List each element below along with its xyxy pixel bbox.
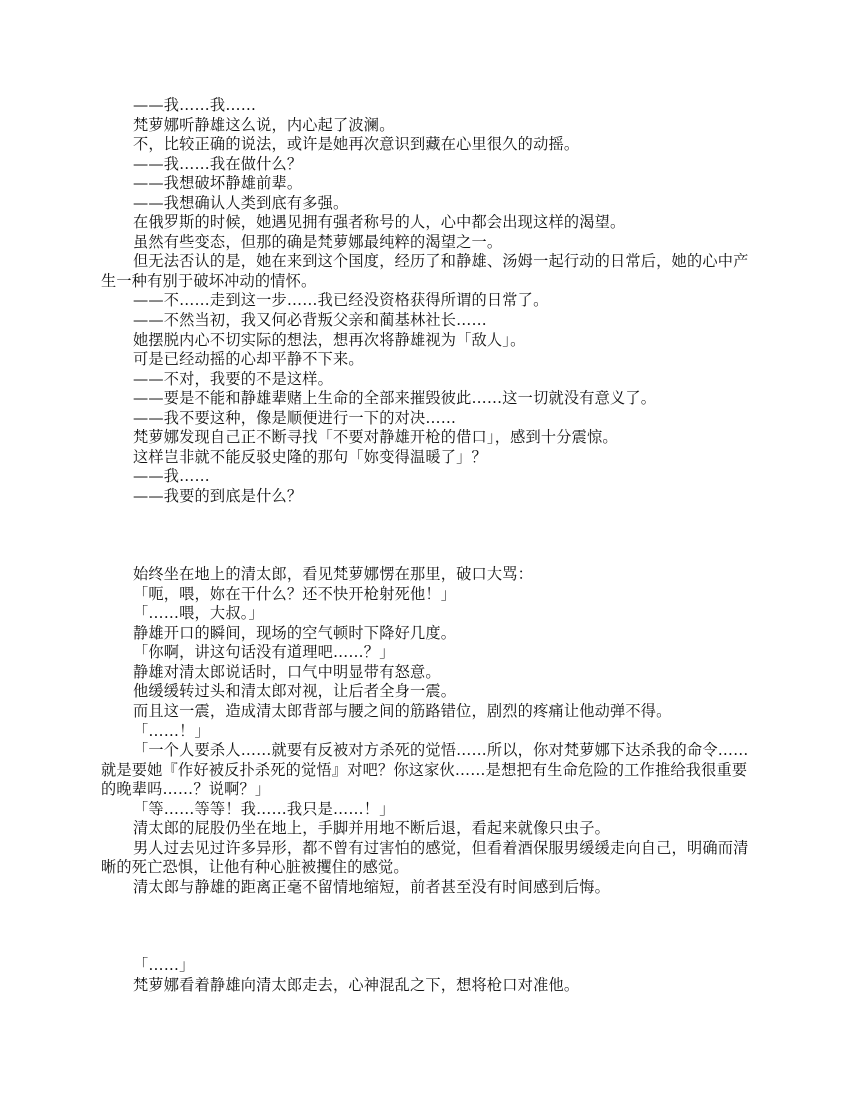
paragraph: ——我要的到底是什么？ bbox=[133, 486, 303, 505]
paragraph: 「你啊，讲这句话没有道理吧……？」 bbox=[133, 643, 395, 662]
section-break bbox=[101, 937, 753, 957]
paragraph: 虽然有些变态，但那的确是梵萝娜最纯粹的渴望之一。 bbox=[133, 232, 503, 251]
paragraph: 梵萝娜听静雄这么说，内心起了波澜。 bbox=[133, 115, 395, 134]
paragraph: 这样岂非就不能反驳史隆的那句「妳变得温暖了」？ bbox=[133, 447, 487, 466]
paragraph: ——我……我在做什么？ bbox=[133, 154, 303, 173]
paragraph: ——要是不能和静雄辈赌上生命的全部来摧毁彼此……这一切就没有意义了。 bbox=[133, 389, 657, 408]
document-page bbox=[101, 96, 753, 995]
section-break bbox=[101, 546, 753, 566]
paragraph: 静雄对清太郎说话时，口气中明显带有怒意。 bbox=[133, 662, 441, 681]
paragraph: 「……喂，大叔。」 bbox=[133, 604, 264, 623]
paragraph: 梵萝娜看着静雄向清太郎走去，心神混乱之下，想将枪口对准他。 bbox=[133, 975, 580, 994]
paragraph: 清太郎的屁股仍坐在地上，手脚并用地不断后退，看起来就像只虫子。 bbox=[133, 819, 611, 838]
section-3 bbox=[101, 956, 753, 995]
paragraph: 男人过去见过许多异形，都不曾有过害怕的感觉，但看着酒保服男缓缓走向自己，明确而清晰的死亡恐惧，让他有种心脏被攫住的感觉。 bbox=[101, 838, 749, 877]
section-2 bbox=[101, 565, 753, 897]
paragraph: 可是已经动摇的心却平静不下来。 bbox=[133, 350, 364, 369]
paragraph: ——我不要这种，像是顺便进行一下的对决…… bbox=[133, 408, 457, 427]
paragraph: ——不……走到这一步……我已经没资格获得所谓的日常了。 bbox=[133, 291, 549, 310]
section-break bbox=[101, 506, 753, 526]
paragraph: 梵萝娜发现自己正不断寻找「不要对静雄开枪的借口」，感到十分震惊。 bbox=[133, 428, 618, 447]
paragraph: 但无法否认的是，她在来到这个国度，经历了和静雄、汤姆一起行动的日常后，她的心中产生一种有别于破坏冲动的情怀。 bbox=[101, 252, 749, 290]
section-break bbox=[101, 897, 753, 917]
paragraph: ——我…… bbox=[133, 467, 210, 486]
paragraph: 在俄罗斯的时候，她遇见拥有强者称号的人，心中都会出现这样的渴望。 bbox=[133, 213, 626, 232]
paragraph: 她摆脱内心不切实际的想法，想再次将静雄视为「敌人」。 bbox=[133, 330, 526, 349]
paragraph: 「等……等等！我……我只是……！」 bbox=[133, 799, 395, 818]
paragraph: 清太郎与静雄的距离正毫不留情地缩短，前者甚至没有时间感到后悔。 bbox=[133, 877, 611, 896]
paragraph: 「……！」 bbox=[133, 721, 210, 740]
section-break bbox=[101, 526, 753, 546]
paragraph: 「呃，喂，妳在干什么？还不快开枪射死他！」 bbox=[133, 584, 457, 603]
paragraph: ——我想破坏静雄前辈。 bbox=[133, 174, 303, 193]
paragraph: ——我想确认人类到底有多强。 bbox=[133, 193, 349, 212]
paragraph: ——不然当初，我又何必背叛父亲和蔺基林社长…… bbox=[133, 311, 487, 330]
paragraph: ——不对，我要的不是这样。 bbox=[133, 369, 334, 388]
paragraph: 而且这一震，造成清太郎背部与腰之间的筋路错位，剧烈的疼痛让他动弹不得。 bbox=[133, 701, 672, 720]
paragraph: 他缓缓转过头和清太郎对视，让后者全身一震。 bbox=[133, 682, 457, 701]
paragraph: 始终坐在地上的清太郎，看见梵萝娜愣在那里，破口大骂： bbox=[133, 565, 534, 584]
section-break bbox=[101, 917, 753, 937]
paragraph: 「……」 bbox=[133, 956, 195, 975]
section-1 bbox=[101, 96, 753, 506]
paragraph: ——我……我…… bbox=[133, 96, 257, 114]
paragraph: 不，比较正确的说法，或许是她再次意识到藏在心里很久的动摇。 bbox=[133, 135, 580, 154]
paragraph: 「一个人要杀人……就要有反被对方杀死的觉悟……所以，你对梵萝娜下达杀我的命令……就是要她『作好被反扑杀死的觉悟』对吧？你这家伙……是想把有生命危险的工作推给我很重要的晚辈吗……？说啊？」 bbox=[101, 741, 749, 799]
paragraph: 静雄开口的瞬间，现场的空气顿时下降好几度。 bbox=[133, 623, 457, 642]
